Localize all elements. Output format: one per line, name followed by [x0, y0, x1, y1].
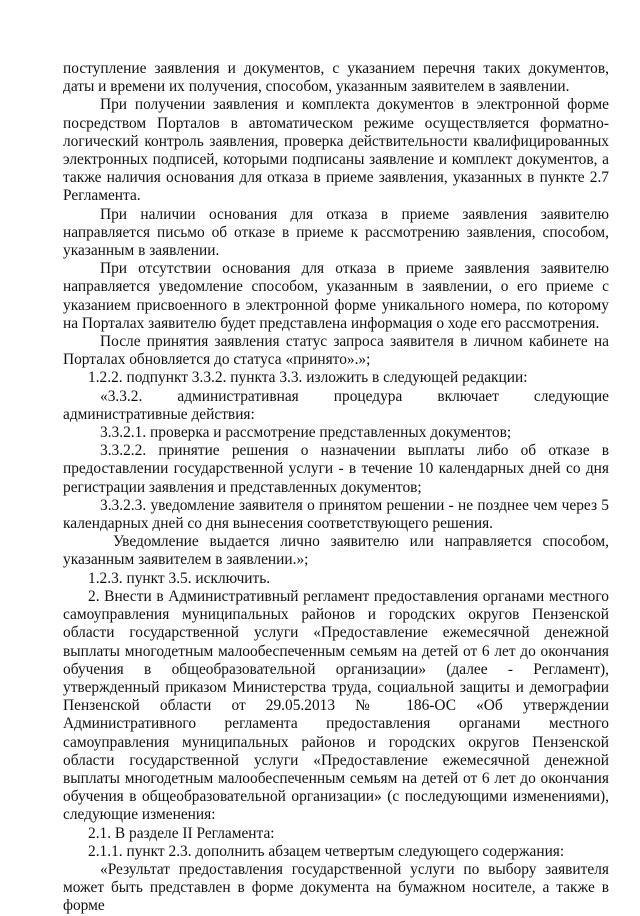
paragraph-3-3-2-3: 3.3.2.3. уведомление заявителя о принятом решении - не позднее чем через 5 календарных дней со дня вынесения соответствующего решения. — [63, 496, 609, 533]
paragraph-3-3-2-2: 3.3.2.2. принятие решения о назначении выплаты либо об отказе в предоставлении государственной услуги - в течение 10 календарных дней со дня регистрации заявления и представленных документов; — [63, 442, 609, 496]
paragraph-3-3-2: «3.3.2. административная процедура включает следующие административные действия: — [63, 387, 609, 423]
paragraph-receipt-notice: поступление заявления и документов, с указанием перечня таких документов, даты и времени их получения, способом, указанным заявителем в заявлении. — [63, 60, 609, 96]
paragraph-amend-regulation: 2. Внести в Административный регламент предоставления органами местного самоуправления муниципальных районов и городских округов Пензенской области государственной услуги «Предоставление ежемесячной денежной выплаты многодетным малообеспеченным семьям на детей от 6 лет до окончания обучения в общеобразовательной организации» (далее - Регламент), утвержденный приказом Министерства труда, социальной защиты и демографии Пензенской области от 29.05.2013 № 186-ОС «Об утверждении Административного регламента предоставления органами местного самоуправления муниципальных районов и городских округов Пензенской области государственной услуги «Предоставление ежемесячной денежной выплаты многодетным малообеспеченным семьям на детей от 6 лет до окончания обучения в общеобразовательной организации» (с последующими изменениями), следующие изменения: — [63, 587, 609, 824]
paragraph-1-2-2: 1.2.2. подпункт 3.3.2. пункта 3.3. изложить в следующей редакции: — [88, 369, 528, 387]
paragraph-no-refusal-grounds: При отсутствии основания для отказа в приеме заявления заявителю направляется уведомление способом, указанным в заявлении, о его приеме с указанием присвоенного в электронной форме уникального номера, по которому на Порталах заявителю будет представлена информация о ходе его рассмотрения. — [63, 260, 609, 332]
paragraph-status-update: После принятия заявления статус запроса заявителя в личном кабинете на Порталах обновляется до статуса «принято».»; — [63, 333, 609, 369]
paragraph-electronic-receipt: При получении заявления и комплекта документов в электронной форме посредством Порталов в автоматическом режиме осуществляется форматно-логический контроль заявления, проверка действительности квалифицированных электронных подписей, которыми подписаны заявление и комплект документов, а также наличия основания для отказа в приеме заявления, указанных в пункте 2.7 Регламента. — [63, 96, 609, 205]
document-page — [63, 60, 609, 916]
paragraph-2-1: 2.1. В разделе II Регламента: — [88, 824, 275, 842]
paragraph-2-1-1: 2.1.1. пункт 2.3. дополнить абзацем четвертым следующего содержания: — [88, 842, 565, 860]
paragraph-service-result: «Результат предоставления государственной услуги по выбору заявителя может быть представлен в форме документа на бумажном носителе, а также в форме — [63, 860, 609, 915]
paragraph-refusal-grounds: При наличии основания для отказа в приеме заявления заявителю направляется письмо об отказе в приеме к рассмотрению заявления, способом, указанным в заявлении. — [63, 205, 609, 260]
paragraph-notification-issued: Уведомление выдается лично заявителю или направляется способом, указанным заявителем в заявлении.»; — [63, 533, 609, 569]
paragraph-1-2-3: 1.2.3. пункт 3.5. исключить. — [88, 569, 271, 587]
paragraph-3-3-2-1: 3.3.2.1. проверка и рассмотрение представленных документов; — [100, 424, 512, 442]
